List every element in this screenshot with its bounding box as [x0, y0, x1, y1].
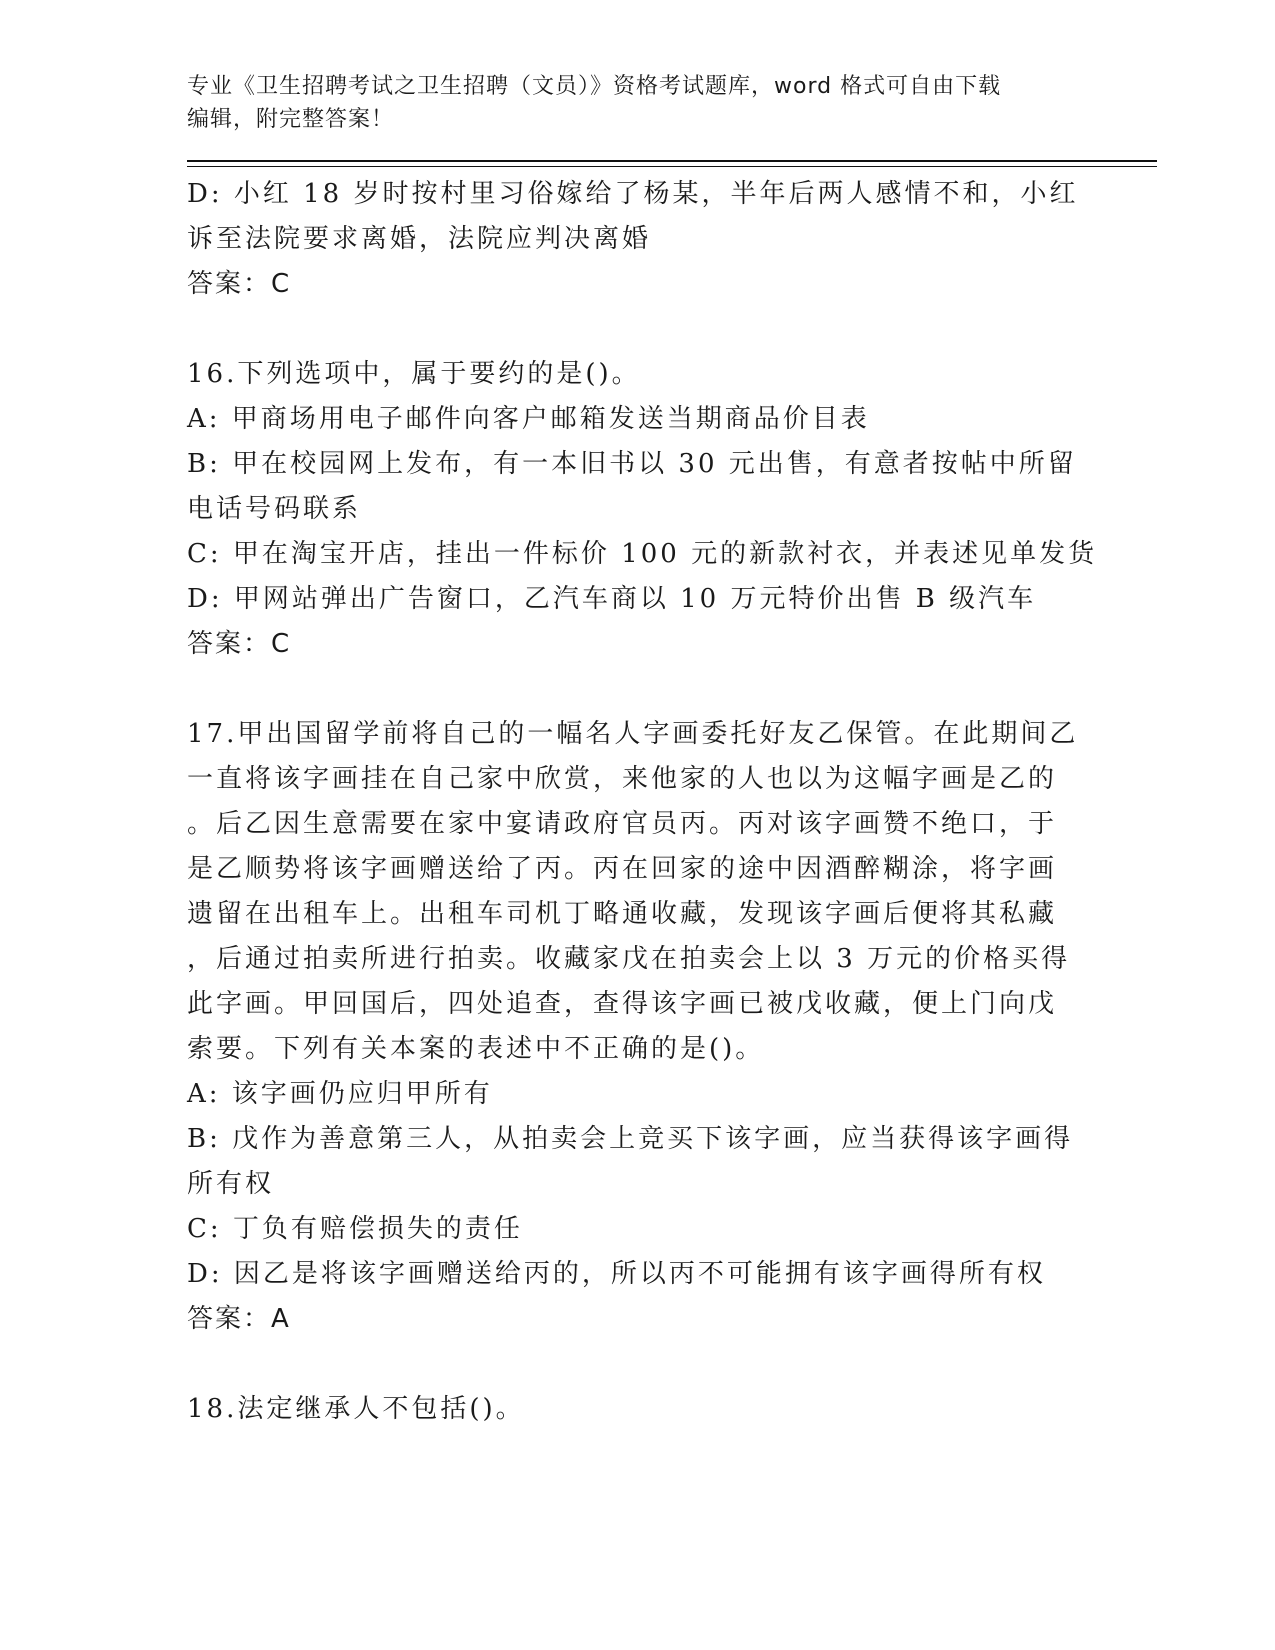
question-stem-line: 17.甲出国留学前将自己的一幅名人字画委托好友乙保管。在此期间乙	[187, 719, 1079, 749]
option-b-line-1: B: 戊作为善意第三人，从拍卖会上竞买下该字画，应当获得该字画得	[187, 1124, 1074, 1154]
header-line-1: 专业《卫生招聘考试之卫生招聘（文员）》资格考试题库，word 格式可自由下载	[187, 74, 1002, 99]
answer: 答案：A	[187, 1304, 291, 1334]
option-d-line-1: D: 小红 18 岁时按村里习俗嫁给了杨某，半年后两人感情不和，小红	[187, 179, 1079, 209]
option-a: A: 该字画仍应归甲所有	[187, 1079, 493, 1109]
question-17	[187, 712, 1157, 1342]
option-d: D: 甲网站弹出广告窗口，乙汽车商以 10 万元特价出售 B 级汽车	[187, 584, 1037, 614]
question-stem-line: 。后乙因生意需要在家中宴请政府官员丙。丙对该字画赞不绝口，于	[187, 809, 1058, 839]
header-divider	[187, 160, 1157, 162]
question-stem: 16.下列选项中，属于要约的是()。	[187, 359, 641, 389]
option-c: C: 丁负有赔偿损失的责任	[187, 1214, 523, 1244]
question-16	[187, 352, 1157, 667]
document-header	[187, 70, 1157, 136]
question-stem-line: 遗留在出租车上。出租车司机丁略通收藏，发现该字画后便将其私藏	[187, 899, 1058, 929]
header-line-2: 编辑，附完整答案！	[187, 107, 395, 132]
option-a: A: 甲商场用电子邮件向客户邮箱发送当期商品价目表	[187, 404, 870, 434]
question-stem-line: 索要。下列有关本案的表述中不正确的是()。	[187, 1034, 765, 1064]
option-b-line-2: 电话号码联系	[187, 494, 362, 524]
question-stem-line: ，后通过拍卖所进行拍卖。收藏家戊在拍卖会上以 3 万元的价格买得	[187, 944, 1071, 974]
option-d-line-2: 诉至法院要求离婚，法院应判决离婚	[187, 224, 652, 254]
option-d: D: 因乙是将该字画赠送给丙的，所以丙不可能拥有该字画得所有权	[187, 1259, 1046, 1289]
document-page	[187, 70, 1157, 1432]
question-stem-line: 此字画。甲回国后，四处追查，查得该字画已被戊收藏，便上门向戊	[187, 989, 1058, 1019]
answer: 答案：C	[187, 269, 292, 299]
option-c: C: 甲在淘宝开店，挂出一件标价 100 元的新款衬衣，并表述见单发货	[187, 539, 1098, 569]
question-stem-line: 是乙顺势将该字画赠送给了丙。丙在回家的途中因酒醉糊涂，将字画	[187, 854, 1058, 884]
option-b-line-2: 所有权	[187, 1169, 275, 1199]
option-b-line-1: B: 甲在校园网上发布，有一本旧书以 30 元出售，有意者按帖中所留	[187, 449, 1077, 479]
question-content	[187, 172, 1157, 1432]
answer: 答案：C	[187, 629, 292, 659]
question-18	[187, 1387, 1157, 1432]
question-stem: 18.法定继承人不包括()。	[187, 1394, 525, 1424]
question-15-tail	[187, 172, 1157, 307]
question-stem-line: 一直将该字画挂在自己家中欣赏，来他家的人也以为这幅字画是乙的	[187, 764, 1058, 794]
